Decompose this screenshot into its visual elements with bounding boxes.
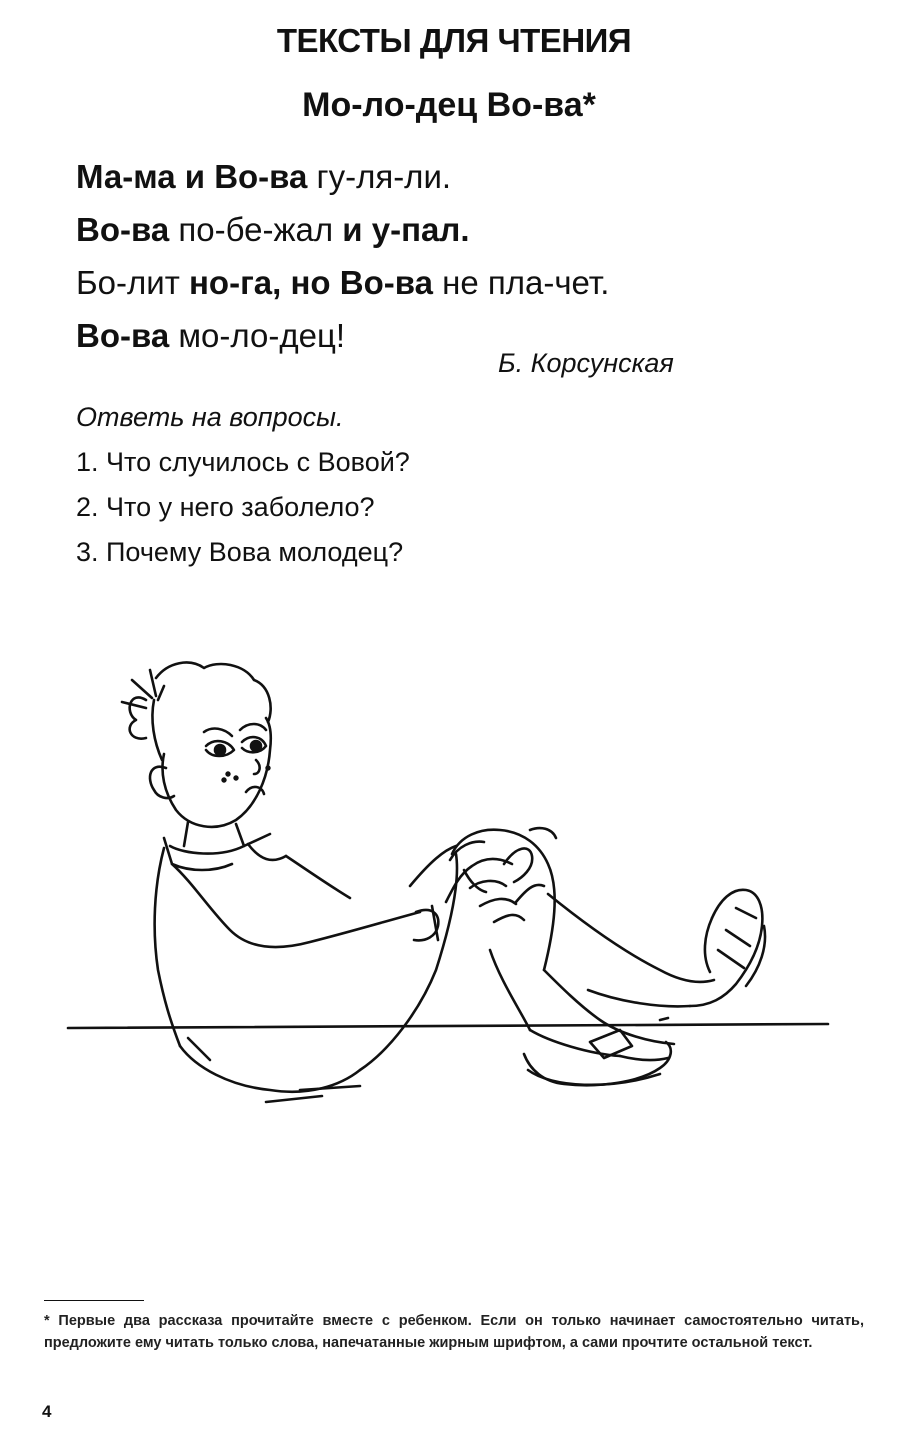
story-line — [76, 203, 609, 256]
story-text — [76, 150, 609, 362]
story-segment: Бо-лит — [76, 264, 189, 301]
question-item: 2. Что у него заболело? — [76, 492, 375, 522]
story-segment: но-га, но Во-ва — [188, 264, 433, 301]
section-heading: ТЕКСТЫ ДЛЯ ЧТЕНИЯ — [276, 22, 632, 59]
story-segment: Ма-ма и Во-ва — [76, 158, 308, 195]
story-segment: по-бе-жал — [169, 211, 343, 248]
story-title: Мо-ло-дец Во-ва* — [302, 86, 596, 124]
story-segment: Во-ва — [76, 211, 170, 248]
questions-list — [76, 440, 410, 575]
story-segment: и у-пал. — [342, 211, 470, 248]
footnote: * Первые два рассказа прочитайте вместе с ребенком. Если он только начинает самостоятельно читать, предложите ему читать только слова, напечатанные жирным шрифтом, а сами прочтите остальной текст. — [44, 1313, 864, 1351]
story-segment: Во-ва — [76, 317, 170, 354]
boy-sitting-holding-knee-illustration — [60, 650, 850, 1160]
footnote-divider — [44, 1300, 144, 1301]
question-item: 3. Почему Вова молодец? — [76, 537, 404, 567]
question-item: 1. Что случилось с Вовой? — [76, 447, 410, 477]
page-number: 4 — [42, 1402, 52, 1421]
story-segment: не пла-чет. — [432, 264, 610, 301]
story-line — [76, 150, 609, 203]
story-author: Б. Корсунская — [498, 348, 674, 378]
questions-heading: Ответь на вопросы. — [76, 402, 344, 432]
story-segment: мо-ло-дец! — [169, 317, 346, 354]
story-line — [76, 256, 609, 309]
story-segment: гу-ля-ли. — [307, 158, 452, 195]
